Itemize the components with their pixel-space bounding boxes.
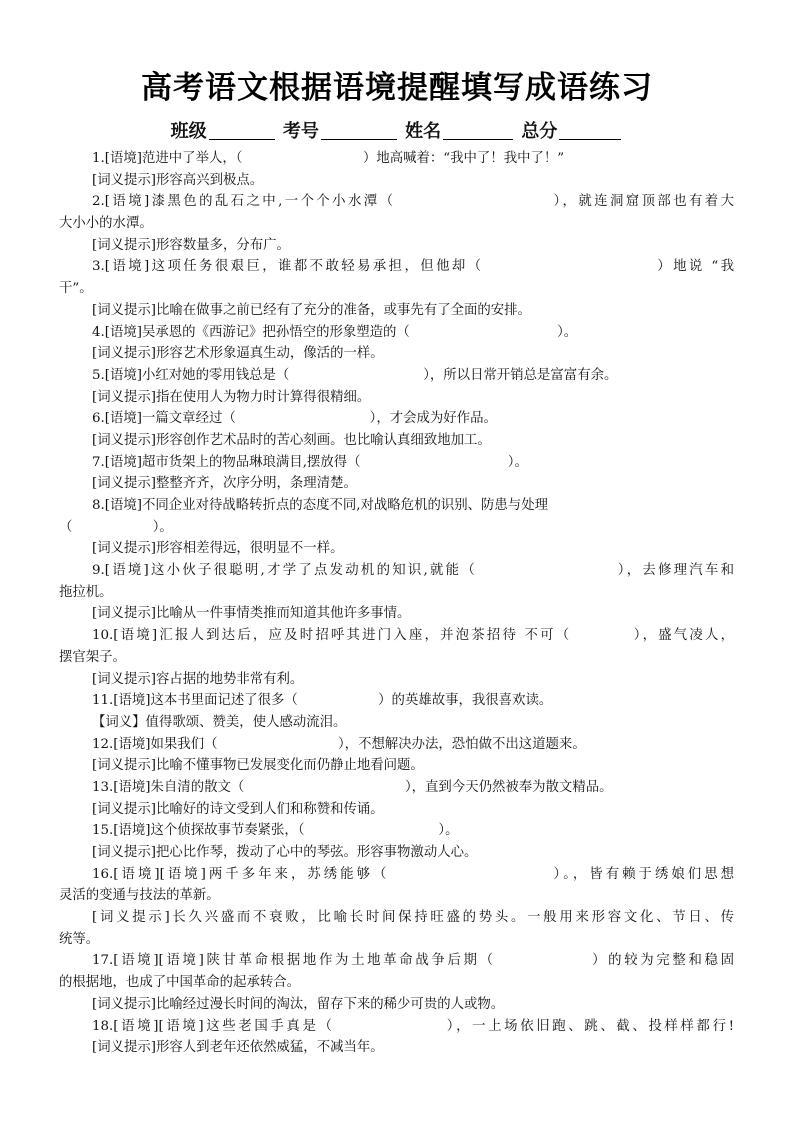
q6-hint: [词义提示]形容创作艺术品时的苦心刻画。也比喻认真细致地加工。 — [92, 432, 491, 448]
exam-number-blank[interactable] — [321, 121, 397, 140]
q10-hint: [词义提示]容占据的地势非常有利。 — [92, 671, 304, 687]
q17-context: 17.[语境][语境]陕甘革命根据地作为土地革命战争后期（ ）的较为完整和稳固 — [92, 953, 734, 969]
score-label: 总分 — [521, 121, 558, 142]
q18-hint: [词义提示]形容人到老年还依然威猛，不减当年。 — [92, 1040, 384, 1056]
q1-context: 1.[语境]范进中了举人，（ ）地高喊着：“我中了！我中了！” — [92, 151, 565, 166]
q8-context-cont: （ ）。 — [59, 519, 173, 535]
q11-context: 11.[语境]这本书里面记述了很多（ ）的英雄故事，我很喜欢读。 — [92, 693, 553, 709]
q7-hint: [词义提示]整整齐齐，次序分明，条理清楚。 — [92, 476, 357, 492]
q10-context: 10.[语境]汇报人到达后，应及时招呼其进门入座，并泡茶招待 不可（ ），盛气凌人， — [92, 628, 734, 644]
q3-context-cont: 干”。 — [59, 281, 93, 297]
q6-context: 6.[语境]一篇文章经过（ ），才会成为好作品。 — [92, 411, 497, 427]
question-list — [59, 148, 734, 1059]
q10-context-cont: 摆官架子。 — [59, 649, 126, 665]
exam-number-label: 考号 — [282, 121, 319, 142]
q4-hint: [词义提示]形容艺术形象逼真生动，像活的一样。 — [92, 346, 384, 362]
score-blank[interactable] — [559, 121, 621, 140]
q9-context-cont: 拖拉机。 — [59, 584, 113, 600]
q1-hint: [词义提示]形容高兴到极点。 — [92, 172, 264, 188]
q16-hint: [词义提示]长久兴盛而不衰败，比喻长时间保持旺盛的势头。一般用来形容文化、节日、传 — [92, 910, 734, 926]
q18-context: 18.[语境][语境]这些老国手真是（ ），一上场依旧跑、跳、截、投样样都行! — [92, 1018, 734, 1034]
q15-hint: [词义提示]把心比作琴，拨动了心中的琴弦。形容事物激动人心。 — [92, 845, 478, 860]
q17-context-cont: 的根据地，也成了中国革命的起承转合。 — [59, 975, 301, 991]
student-info-row — [0, 117, 794, 143]
q2-context: 2.[语境]漆黑色的乱石之中,一个个小水潭（ ），就连洞窟顶部也有着大 — [92, 194, 734, 210]
q3-hint: [词义提示]比喻在做事之前已经有了充分的准备，或事先有了全面的安排。 — [92, 302, 531, 318]
q17-hint: [词义提示]比喻经过漫长时间的淘汰，留存下来的稀少可贵的人或物。 — [92, 996, 505, 1012]
name-label: 姓名 — [405, 121, 442, 142]
q5-hint: [词义提示]指在使用人为物力时计算得很精细。 — [92, 389, 371, 405]
q15-context: 15.[语境]这个侦探故事节奏紧张，（ ）。 — [92, 823, 459, 839]
q2-hint: [词义提示]形容数量多，分布广。 — [92, 237, 290, 253]
q2-context-cont: 大小小的水潭。 — [59, 216, 153, 232]
q11-hint: 【词义】值得歌颂、赞美，使人感动流泪。 — [92, 714, 347, 730]
q4-context: 4.[语境]吴承恩的《西游记》把孙悟空的形象塑造的（ ）。 — [92, 324, 578, 340]
name-blank[interactable] — [443, 121, 513, 140]
q12-hint: [词义提示]比喻不懂事物已发展变化而仍静止地看问题。 — [92, 758, 424, 774]
q9-context: 9.[语境]这小伙子很聪明,才学了点发动机的知识,就能（ ），去修理汽车和 — [92, 563, 734, 579]
q12-context: 12.[语境]如果我们（ ），不想解决办法，恐怕做不出这道题来。 — [92, 736, 586, 752]
q3-context: 3.[语境]这项任务很艰巨，谁都不敢轻易承担，但他却（ ）地说 “我 — [92, 259, 734, 275]
q16-hint-cont: 统等。 — [59, 931, 100, 947]
q13-hint: [词义提示]比喻好的诗文受到人们和称赞和传诵。 — [92, 801, 384, 817]
q16-context-cont: 灵活的变通与技法的革新。 — [59, 888, 220, 904]
q8-context: 8.[语境]不同企业对待战略转折点的态度不同,对战略危机的识别、防患与处理 — [92, 498, 548, 513]
page-title: 高考语文根据语境提醒填写成语练习 — [141, 70, 653, 106]
class-label: 班级 — [170, 121, 207, 142]
q16-context: 16.[语境][语境]两千多年来，苏绣能够（ ）。，皆有赖于绣娘们思想 — [92, 866, 734, 882]
class-blank[interactable] — [209, 121, 275, 140]
q5-context: 5.[语境]小红对她的零用钱总是（ ），所以日常开销总是富富有余。 — [92, 367, 618, 383]
q13-context: 13.[语境]朱自清的散文（ ），直到今天仍然被奉为散文精品。 — [92, 779, 613, 795]
q7-context: 7.[语境]超市货架上的物品琳琅满目,摆放得（ ）。 — [92, 454, 528, 470]
q8-hint: [词义提示]形容相差得远，很明显不一样。 — [92, 541, 344, 557]
q9-hint: [词义提示]比喻从一件事情类推而知道其他许多事情。 — [92, 606, 411, 622]
